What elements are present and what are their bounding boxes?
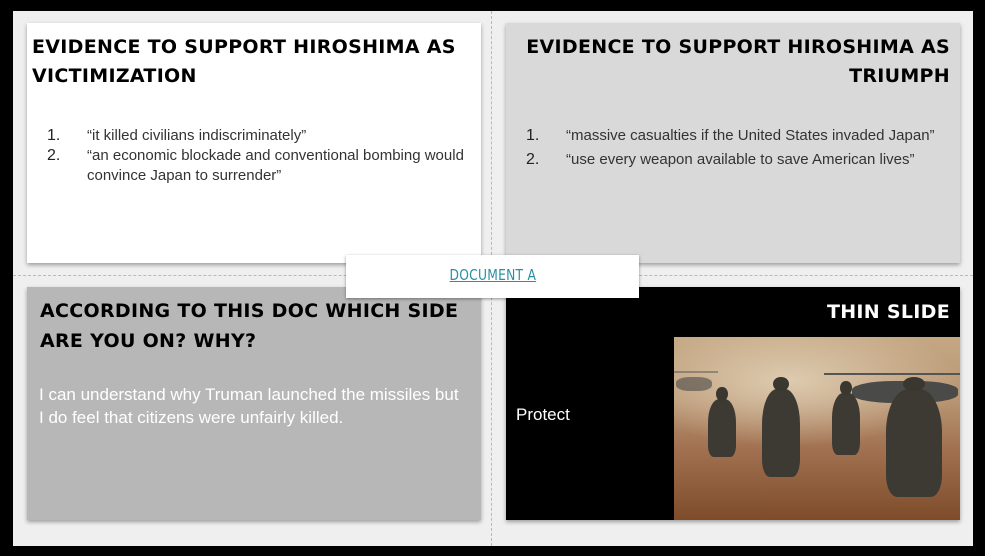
list-text: “it killed civilians indiscriminately” bbox=[87, 127, 307, 144]
thin-slide-word[interactable]: Protect bbox=[516, 405, 570, 424]
document-tab bbox=[346, 255, 639, 298]
triumph-heading-line2: TRIUMPH bbox=[849, 65, 950, 87]
which-side-card[interactable] bbox=[27, 287, 481, 520]
soldiers-photo[interactable] bbox=[674, 337, 960, 520]
triumph-card[interactable] bbox=[506, 23, 960, 263]
triumph-heading-line1: EVIDENCE TO SUPPORT HIROSHIMA AS bbox=[526, 36, 950, 58]
list-number: 1. bbox=[526, 127, 540, 144]
document-link[interactable]: DOCUMENT A bbox=[449, 266, 536, 284]
which-side-heading: ACCORDING TO THIS DOC WHICH SIDE ARE YOU ON? WHY? bbox=[40, 300, 459, 352]
victimization-list bbox=[27, 126, 477, 186]
list-number: 2. bbox=[47, 147, 61, 164]
triumph-heading bbox=[520, 33, 950, 91]
soldier-1 bbox=[708, 399, 736, 457]
list-item bbox=[27, 146, 477, 186]
list-number: 1. bbox=[47, 127, 61, 144]
list-text: “massive casualties if the United States invaded Japan” bbox=[566, 127, 935, 144]
victimization-heading: EVIDENCE TO SUPPORT HIROSHIMA AS VICTIMIZATION bbox=[32, 36, 456, 87]
thin-slide-heading: THIN SLIDE bbox=[826, 301, 950, 323]
list-item bbox=[506, 126, 956, 146]
victimization-card[interactable] bbox=[27, 23, 481, 263]
list-number: 2. bbox=[526, 151, 540, 168]
soldier-4 bbox=[886, 389, 942, 497]
soldier-2 bbox=[762, 389, 800, 477]
list-item bbox=[27, 126, 477, 146]
helicopter-left bbox=[676, 377, 712, 391]
rotor-left bbox=[674, 371, 718, 373]
list-item bbox=[506, 150, 956, 170]
soldier-3 bbox=[832, 393, 860, 455]
list-text: “an economic blockade and conventional bombing would convince Japan to surrender” bbox=[87, 147, 464, 184]
rotor-right bbox=[824, 373, 960, 375]
triumph-list bbox=[506, 126, 956, 174]
which-side-answer[interactable]: I can understand why Truman launched the missiles but I do feel that citizens were unfairly killed. bbox=[39, 385, 459, 427]
thin-slide-card[interactable] bbox=[506, 287, 960, 520]
list-text: “use every weapon available to save American lives” bbox=[566, 151, 915, 168]
